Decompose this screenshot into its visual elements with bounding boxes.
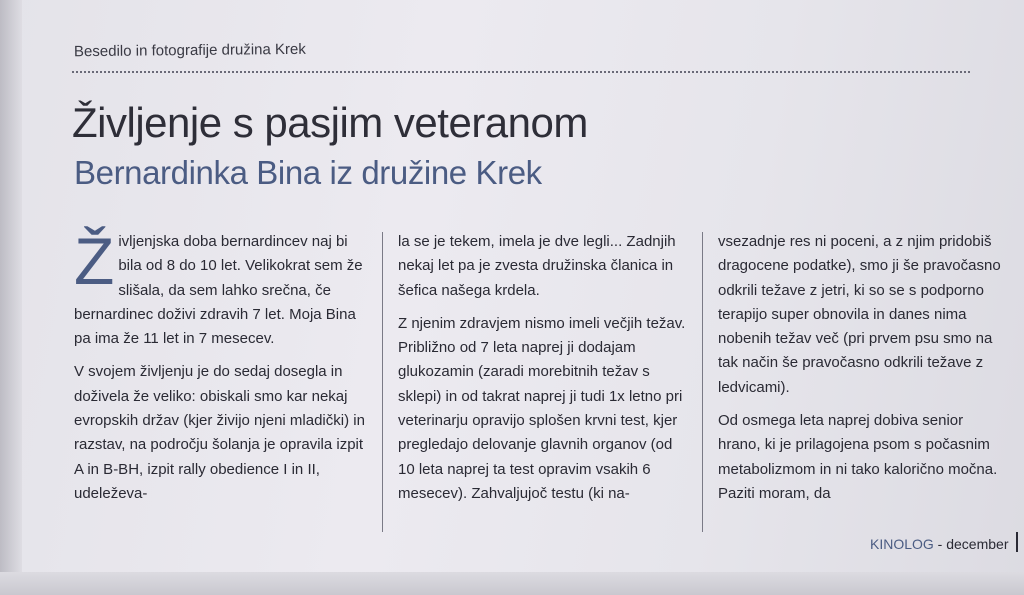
drop-cap: Ž <box>74 224 115 298</box>
article-subtitle: Bernardinka Bina iz družine Krek <box>74 154 542 191</box>
paragraph: vsezadnje res ni poceni, a z njim pridobiš dragocene podatke), smo ji še pravočasno odkrili težave z jetri, ki so se s podporno terapijo super obnovila in danes nima nobenih težav več (pri prvem psu smo na tak način še pravočasno odkrili težave z ledvicami). <box>718 233 1001 396</box>
column-divider <box>382 232 383 532</box>
page-bottom-edge <box>0 572 1024 595</box>
page-footer <box>870 536 1009 552</box>
paragraph: la se je tekem, imela je dve legli... Zadnjih nekaj let pa je zvesta družinska članica in šefica našega krdela. <box>398 233 676 299</box>
dotted-divider <box>72 71 970 73</box>
paragraph: Z njenim zdravjem nismo imeli večjih težav. Približno od 7 leta naprej ji dodajam glukozamin (zaradi morebitnih težav s sklepi) in od takrat naprej ji tudi 1x letno pri veterinarju opravijo splošen krvni test, kjer pregledajo delovanje glavnih organov (od 10 leta naprej ta test opravim vsakih 6 mesecev). Zahvaljujoč testu (ki na- <box>398 314 686 502</box>
column-divider <box>702 232 703 532</box>
paragraph-text: ivljenjska doba bernardincev naj bi bila od 8 do 10 let. Velikokrat sem že slišala, da sem lahko srečna, če bernardinec doživi zdravih 7 let. Moja Bina pa ima že 11 let in 7 mesecev. <box>74 233 363 348</box>
magazine-name: KINOLOG <box>870 536 934 552</box>
paragraph: Od osmega leta naprej dobiva senior hrano, ki je prilagojena psom s počasnim metabolizmom in ni tako kalorično močna. Paziti moram, da <box>718 412 998 502</box>
photo-credit: Besedilo in fotografije družina Krek <box>73 40 306 61</box>
paragraph: V svojem življenju je do sedaj dosegla in doživela že veliko: obiskali smo kar nekaj evropskih držav (kjer živijo njeni mladički) in razstav, na področju šolanja je opravila izpit A in B-BH, izpit rally obedience I in II, udeleževa- <box>74 363 365 502</box>
paragraph <box>74 224 366 351</box>
footer-bar <box>1016 532 1018 552</box>
text-column-3 <box>718 230 1002 506</box>
text-column-1 <box>74 224 366 506</box>
article-title: Življenje s pasjim veteranom <box>72 99 588 146</box>
text-column-2 <box>398 230 690 506</box>
issue-month: - december <box>933 536 1009 552</box>
page-gutter <box>0 0 22 595</box>
